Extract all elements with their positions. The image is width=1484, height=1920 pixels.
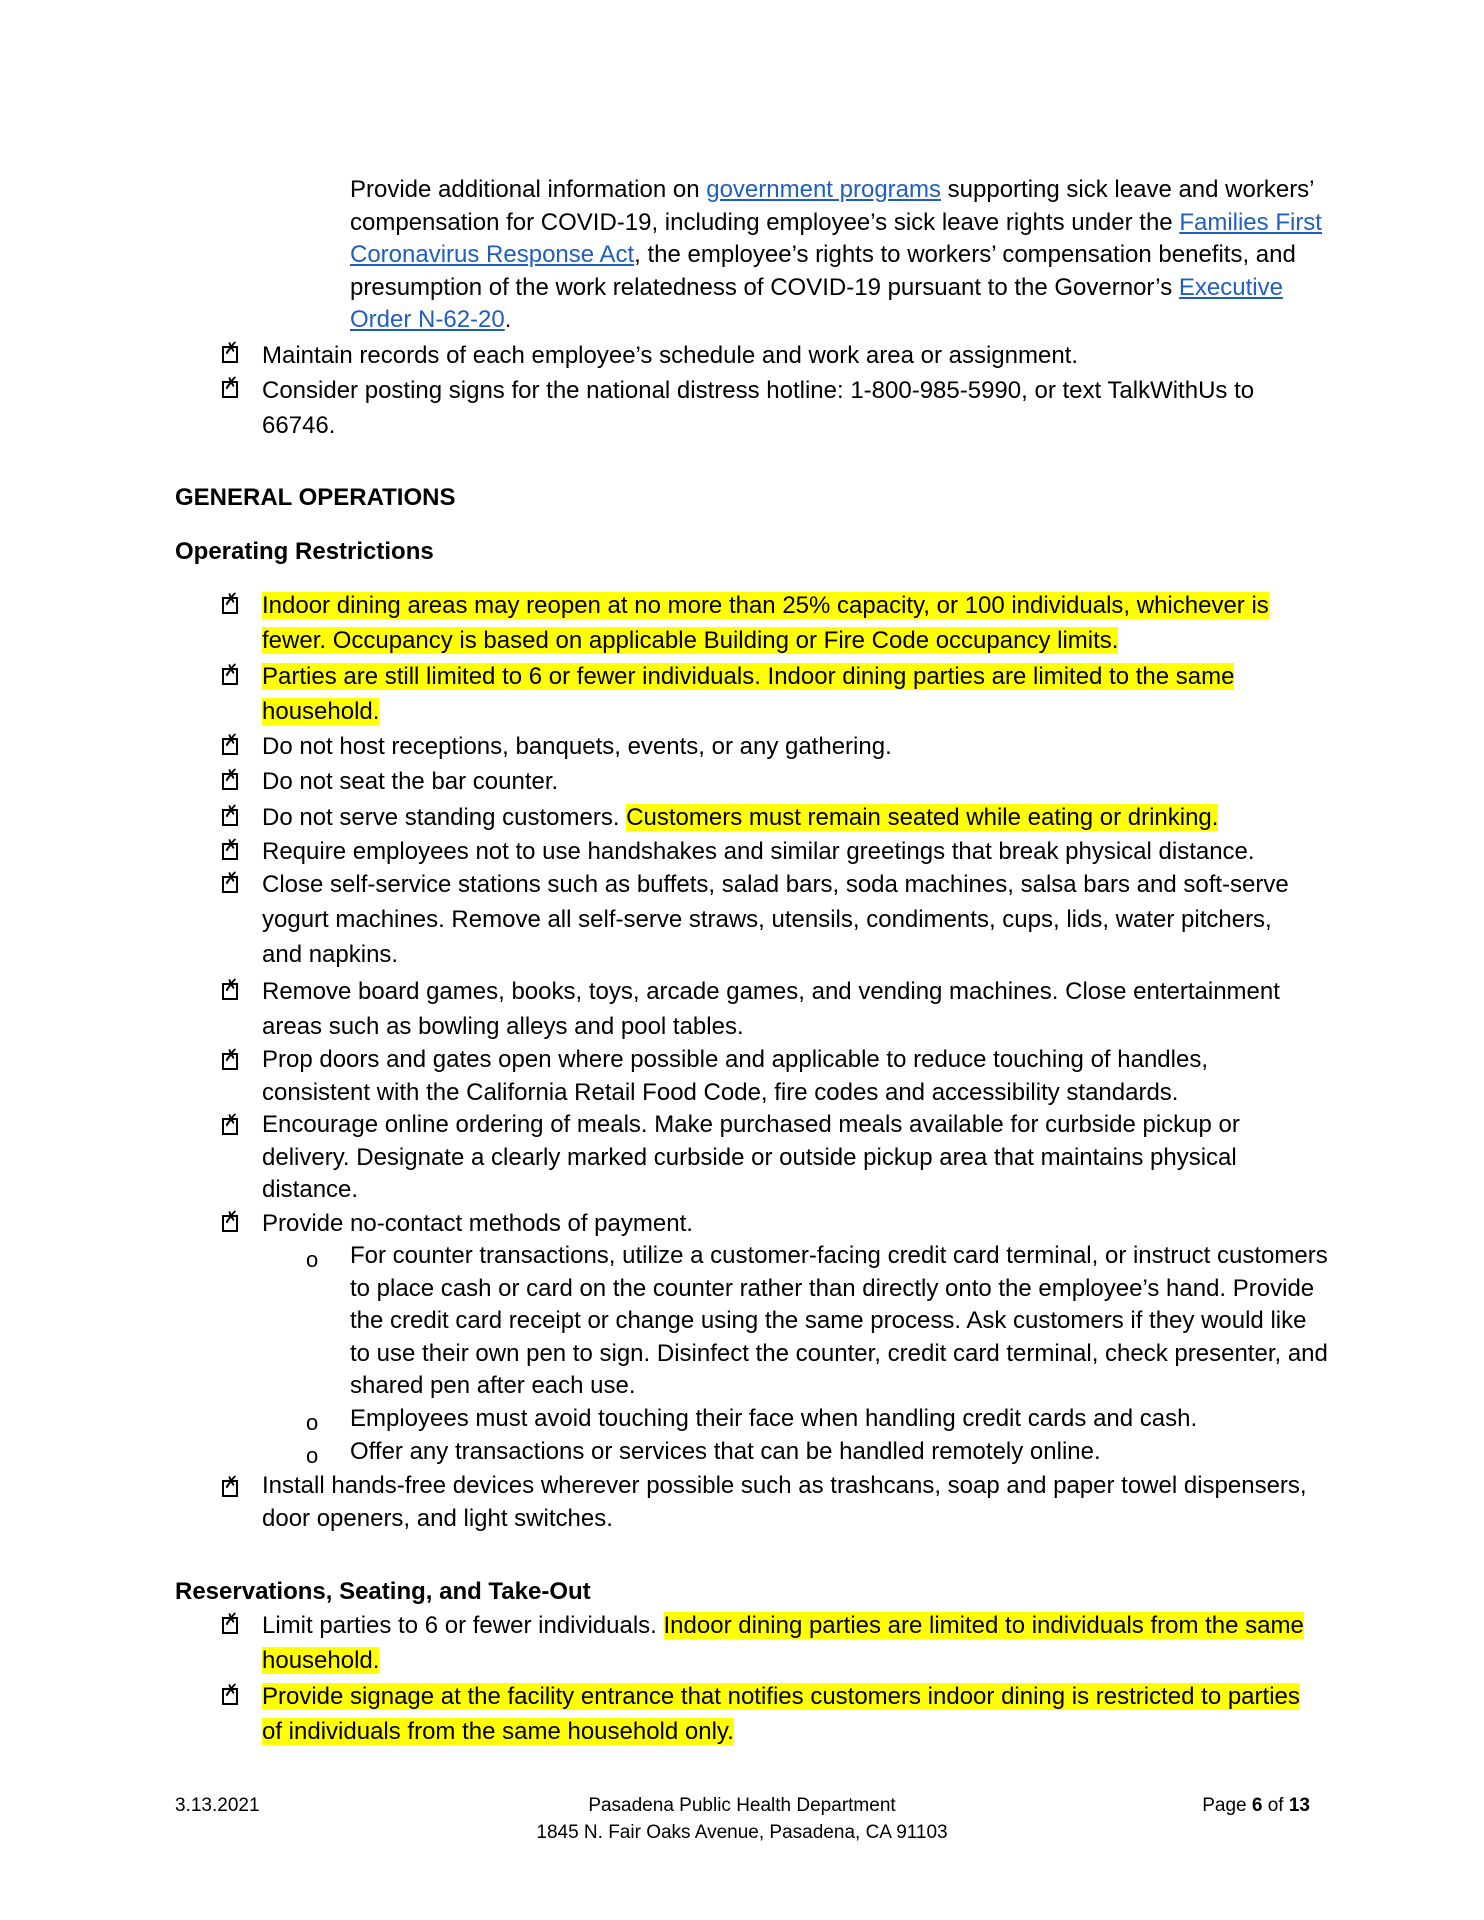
ffcra-link[interactable]: Families First Coronavirus Response Act [350, 208, 1322, 268]
checklist-item-signage [262, 1679, 1312, 1749]
highlighted-text: Customers must remain seated while eating or drinking. [626, 804, 1219, 831]
checkbox-icon [222, 1053, 238, 1070]
footer-organization [442, 1792, 1042, 1846]
highlighted-text: Indoor dining areas may reopen at no more than 25% capacity, or 100 individuals, whichever is fewer. Occupancy is based on applicable Building or Fire Code occupancy limits. [262, 592, 1269, 654]
sub-item-avoid-touching-face: Employees must avoid touching their face when handling credit cards and cash. [350, 1405, 1198, 1432]
checkbox-icon [222, 983, 238, 1000]
subheading-reservations: Reservations, Seating, and Take-Out [175, 1578, 591, 1605]
checkbox-icon [222, 381, 238, 398]
checklist-item-bar-counter: Do not seat the bar counter. [262, 768, 559, 795]
section-heading-general-operations: GENERAL OPERATIONS [175, 484, 456, 511]
checklist-item-records: Maintain records of each employee’s schedule and work area or assignment. [262, 342, 1078, 369]
checklist-item-hotline: Consider posting signs for the national distress hotline: 1-800-985-5990, or text TalkWithUs to 66746. [262, 377, 1255, 439]
subheading-operating-restrictions: Operating Restrictions [175, 538, 434, 565]
checklist-item-prop-doors: Prop doors and gates open where possible and applicable to reduce touching of handles, consistent with the California Retail Food Code, fire codes and accessibility standards. [262, 1046, 1208, 1106]
checklist-item-self-service: Close self-service stations such as buffets, salad bars, soda machines, salsa bars and soft-serve yogurt machines. Remove all self-serve straws, utensils, condiments, cups, lids, water pitchers, and napkins. [262, 871, 1289, 968]
intro-paragraph: Provide additional information on government programs supporting sick leave and workers’ compensation for COVID-19, including employee’s sick leave rights under the Families First Coronavirus Response Act, the employee’s rights to workers’ compensation benefits, and presumption of the work relatedness of COVID-19 pursuant to the Governor’s Executive Order N-62-20. [350, 176, 1322, 333]
checkbox-icon [222, 1118, 238, 1135]
checkbox-icon [222, 1617, 238, 1634]
highlighted-text: Parties are still limited to 6 or fewer individuals. Indoor dining parties are limited to the same household. [262, 663, 1235, 725]
checklist-item-no-contact-payment: Provide no-contact methods of payment. [262, 1210, 693, 1237]
checklist-item-no-gatherings: Do not host receptions, banquets, events, or any gathering. [262, 733, 892, 760]
footer-address: 1845 N. Fair Oaks Avenue, Pasadena, CA 91103 [536, 1822, 948, 1843]
highlighted-text: Provide signage at the facility entrance that notifies customers indoor dining is restricted to parties of individuals from the same household only. [262, 1683, 1300, 1745]
footer-org-name: Pasadena Public Health Department [588, 1795, 896, 1816]
checklist-item-indoor-capacity [262, 588, 1312, 658]
checklist-item-party-limit [262, 659, 1312, 729]
checkbox-icon [222, 346, 238, 363]
checklist-item-games-removal: Remove board games, books, toys, arcade games, and vending machines. Close entertainment areas such as bowling alleys and pool tables. [262, 978, 1280, 1040]
sub-item-remote-services: Offer any transactions or services that can be handled remotely online. [350, 1438, 1101, 1465]
checklist-item-limit-parties: Limit parties to 6 or fewer individuals. Indoor dining parties are limited to individuals from the same household. [262, 1612, 1304, 1674]
government-programs-link[interactable]: government programs [706, 176, 941, 203]
checkbox-icon [222, 809, 238, 826]
checklist-item-standing-customers: Do not serve standing customers. Customers must remain seated while eating or drinking. [262, 804, 1219, 831]
checkbox-icon [222, 738, 238, 755]
checkbox-icon [222, 1688, 238, 1705]
sub-item-counter-transactions: For counter transactions, utilize a customer-facing credit card terminal, or instruct customers to place cash or card on the counter rather than directly onto the employee’s hand. Provide the credit card receipt or change using the same process. Ask customers if they would like to use their own pen to sign. Disinfect the counter, credit card terminal, check presenter, and shared pen after each use. [350, 1242, 1328, 1399]
checklist-item-online-ordering: Encourage online ordering of meals. Make purchased meals available for curbside pickup or delivery. Designate a clearly marked curbside or outside pickup area that maintains physical distance. [262, 1111, 1240, 1203]
executive-order-link[interactable]: Executive Order N-62-20 [350, 273, 1283, 333]
checkbox-icon [222, 1480, 238, 1497]
footer-date: 3.13.2021 [175, 1795, 260, 1816]
bullet-icon: o [306, 1410, 319, 1435]
checkbox-icon [222, 668, 238, 685]
checklist-item-handshakes: Require employees not to use handshakes and similar greetings that break physical distance. [262, 838, 1255, 865]
bullet-icon: o [306, 1443, 319, 1468]
checklist-item-hands-free: Install hands-free devices wherever possible such as trashcans, soap and paper towel dispensers, door openers, and light switches. [262, 1472, 1307, 1532]
checkbox-icon [222, 876, 238, 893]
highlighted-text: Indoor dining parties are limited to individuals from the same household. [262, 1612, 1304, 1674]
checkbox-icon [222, 773, 238, 790]
checkbox-icon [222, 1215, 238, 1232]
footer-page-number: Page 6 of 13 [1202, 1795, 1310, 1816]
checkbox-icon [222, 843, 238, 860]
bullet-icon: o [306, 1247, 319, 1272]
checkbox-icon [222, 597, 238, 614]
